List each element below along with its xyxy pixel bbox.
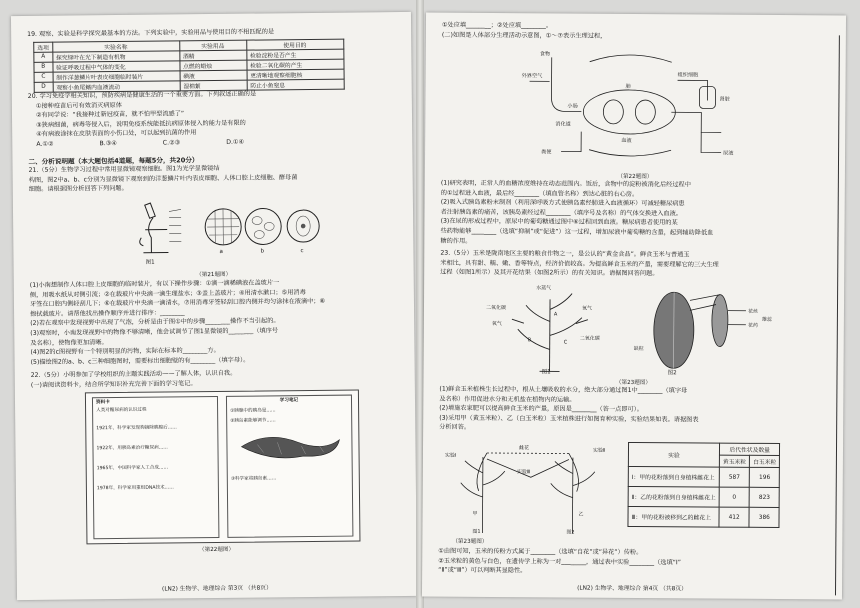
fig2-label-stamen: 雄蕊 (761, 316, 772, 323)
q21-line: (5)描绘图2的a、b、c三种细胞图时，需要标出细胞壁的有________（填字母）。 (30, 356, 250, 366)
breeding-figure (442, 437, 623, 536)
table-cell: 探究绿叶在光下制造有机物 (52, 50, 179, 61)
table-row (628, 486, 780, 507)
table-cell: 酒精 (179, 50, 246, 61)
fig2-label-silk: 花丝 (747, 308, 758, 315)
q21-line: (3)观察时，小南发现视野中的物像不够清晰，他会试调节了图1显微镜的________（填序号 (30, 327, 279, 337)
option-a: A.①② (36, 140, 54, 148)
option-c: C.②③ (162, 139, 181, 147)
diagram-label-feces: 粪便 (541, 149, 552, 156)
q21-line: 牙签在口腔内侧轻刮几下；⑥在载玻片中央滴一滴清水，⑦用消毒牙签轻刮口腔内侧并均匀涂抹在液滴中；⑧ (29, 298, 326, 309)
q23-stem: 米相比，具有甜、糯、嫩、香等特点，经济价值较高。为提高鲜食玉米的产量，需要理解它的三大生理 (440, 259, 719, 269)
card-line: 1978年，科学家用重组DNA技术…… (96, 485, 174, 492)
q23-line: (2)增施农家肥可以提高鲜食玉米的产量，原因是________（答一点即可）。 (439, 404, 643, 414)
resource-card (92, 396, 219, 539)
exp-label-yi: 乙 (578, 511, 584, 518)
corn-plant-figure (484, 279, 785, 377)
table-row (628, 506, 780, 527)
table-cell: 防止小鱼窒息 (247, 79, 344, 90)
page-footer: (LN2) 生物学、地理综合 第4页 （共8页） (577, 585, 687, 593)
table-cell: 196 (749, 467, 779, 487)
q22-stem: 22.（5分）小明参加了学校组织的主题实践活动——了解人体，认识自我。 (30, 369, 237, 379)
fig2-label-anther: 花药 (747, 322, 758, 329)
q20-item: ④有病液涂抹在皮肤表面的小伤口处，可以起到抗菌的作用 (36, 129, 197, 139)
table-cell: C (34, 72, 53, 82)
option-d: D.①④ (226, 138, 245, 146)
q21-stem-line: 细胞。请根据图分析回答下列问题。 (28, 185, 128, 194)
question-20 (28, 88, 403, 149)
microscope-figure (123, 196, 324, 260)
q21-line: 擦拭载玻片。请帮他找出操作顺序并进行排序：________ (30, 309, 185, 318)
table-cell: 检验淀粉是否产生 (246, 49, 343, 60)
results-header: 白玉米粒 (750, 455, 780, 467)
question-23 (440, 249, 834, 281)
section-2 (28, 152, 402, 195)
q23-tail-line: ①由图可知，玉米的传粉方式属于________（选填“自花”或“异花”）传粉。 (438, 547, 643, 557)
fig-label-a: a (219, 248, 223, 255)
q21-line: 侧，用吸水纸从对侧引流；②在载玻片中央滴一滴生理盐水；③盖上盖玻片；④用清水漱口；⑤用消毒 (29, 288, 306, 299)
q21-caption: （第21题图） (196, 271, 232, 279)
table-cell: 823 (749, 487, 779, 507)
q21-line: (4)图2的c图视野有一个特别明显的污物，实际在标本的________方。 (30, 347, 220, 357)
card-line: 1922年，用胰岛素治疗糖尿病…… (96, 445, 168, 452)
q21-stem-line: 21.（5分）生物学习过程中常用显微镜观察细胞。图1为光学显微镜结 (28, 164, 220, 174)
option-b: B.③④ (99, 139, 117, 148)
fig1-label-vapor: 水蒸气 (536, 285, 552, 292)
diagram-label-urine: 尿液 (723, 150, 734, 157)
exp-tag-1: 图1 (472, 528, 481, 535)
page-footer: (LN2) 生物学、地理综合 第3页 （共8页） (162, 585, 272, 593)
diagram-label-lung: 肺 (625, 83, 631, 90)
notes-line: ②胰岛素能够调节…… (230, 418, 276, 424)
q19-header: 实验名称 (52, 40, 179, 51)
card-line: 1921年，科学家发现狗摘除胰腺后…… (96, 425, 177, 432)
q19-header: 选项 (34, 42, 53, 52)
q22b-line: 者注射胰岛素的痛苦，该胰岛素经过程________（填序号及名称）的气体交换进入血液。 (440, 208, 682, 218)
q22b-line: 些药物能够________（选填“抑制”或“促进”）这一过程，增加尿液中葡萄糖的含量，起到辅助降低血 (440, 227, 714, 237)
table-cell: 观察小鱼尾鳍内血液流动 (53, 80, 180, 91)
q22b-line: 的①过程进入血液，最后经________（填血管名称）到达心脏的右心房。 (440, 189, 639, 198)
q23-line: 分析回答。 (439, 424, 471, 432)
q22b-line: (2)吸入式胰岛素粉末制剂（利用深呼吸方式使胰岛素经肺进入血液循环）可减轻糖尿病患 (440, 198, 685, 208)
q19-stem: 19. 观察、实验是科学探究最基本的方法。下列实验中，实验用品与使用目的不相匹配的是 (27, 28, 275, 38)
table-cell: Ⅰ：甲的花粉落到自身植株雌花上 (628, 466, 719, 487)
fig1-label-b: B (527, 337, 532, 344)
q23-tail (438, 547, 832, 579)
q22b-line: (3)在尿的形成过程中，原尿中的葡萄糖通过图中⑥过程回到血液。糖尿病患者使用的某 (440, 218, 678, 227)
fig-tag-2: 图2 (667, 370, 677, 377)
fig-tag-1: 图1 (541, 369, 551, 376)
table-cell: 点燃的蜡烛 (180, 60, 247, 71)
q22-part2-body (440, 179, 834, 249)
q21-stem-line: 构图，图2中a、b、c分别为显微镜下观察到的洋葱鳞片叶内表皮细胞、人体口腔上皮细胞、酵母菌 (28, 173, 298, 184)
card-title: 资料卡 (95, 400, 110, 406)
fig1-label-c: C (563, 339, 568, 346)
notes-line: ①胰腺中的胰岛是…… (230, 408, 276, 414)
q23-line: (1)鲜食玉米植株生长过程中，根从土壤吸收的水分，绝大部分通过图1中________（填字母 (439, 385, 688, 395)
results-header: 实验 (628, 442, 719, 467)
exp-label-2: 实验Ⅱ (592, 447, 606, 454)
pancreas-illustration (227, 426, 351, 467)
diagram-label-tract: 消化道 (555, 121, 571, 128)
q20-item: ②有同学说：“我接种过新冠疫苗，就不怕甲型流感了” (35, 110, 185, 120)
q22-caption: （第22题图） (198, 546, 235, 554)
q20-item: ①接种疫苗后可有效消灭病原体 (35, 101, 122, 110)
q22b-line: 糖的作用。 (440, 237, 472, 245)
fig-label-c: c (300, 248, 304, 255)
q22-continued (442, 21, 836, 43)
results-header: 黄玉米粒 (719, 455, 749, 467)
q21-figure (123, 196, 324, 270)
section-heading: 二、分析说明题（本大题包括4道题，每题5分，共20分） (28, 156, 199, 166)
fig-label-b: b (260, 248, 265, 255)
table-row (628, 466, 780, 487)
exp-label-1: 实验Ⅰ (444, 452, 457, 459)
circulation-diagram (521, 41, 752, 171)
q19-header: 实验用品 (179, 40, 246, 51)
diagram-label-tissue: 组织细胞 (677, 72, 699, 79)
question-22 (31, 367, 405, 390)
diagram-label-food: 食物 (539, 51, 551, 58)
fig1-label-co2b: 二氧化碳 (579, 335, 600, 342)
diagram-label-kidney: 肾脏 (719, 96, 730, 103)
fig1-label-a: A (553, 311, 558, 318)
q20-item: ③狭病细菌，病毒等侵入后，说明免疫系统能抵抗病原体侵入的能力是有限的 (36, 119, 246, 129)
q22-stem: (一)请阅读资料卡，结合所学知识补充完善下面的学习笔记。 (30, 379, 197, 389)
table-cell: 湿棉絮 (180, 80, 247, 91)
exp-label-jia: 甲 (472, 510, 478, 517)
q23-caption-2: （第23题图） (452, 538, 488, 545)
table-cell: 386 (749, 507, 779, 527)
diagram-label-air: 外界空气 (521, 73, 543, 80)
q23-line: (3)采用甲（黄玉米粒）、乙（白玉米粒）玉米植株进行如图育种实验，实验结果如表。请据图表 (439, 414, 699, 424)
card-line: 1965年，中国科学家人工合成…… (96, 465, 169, 472)
table-cell: 制作洋葱鳞片叶表皮细胞临时装片 (53, 70, 180, 81)
study-notes (226, 395, 353, 538)
q23-figure (484, 279, 785, 377)
q19-table (33, 38, 344, 92)
results-table (627, 442, 780, 528)
diagram-label-blood: 血液 (621, 137, 632, 144)
table-cell: 验证呼吸过程中气体的变化 (53, 60, 180, 71)
exp-tag-2: 图2 (566, 529, 575, 536)
q23-tail-line: ②玉米粒的黄色与白色，在遗传学上称为一对________，通过表中实验________（选填“Ⅰ” (438, 557, 681, 566)
fig2-label-missing: 缺粒 (633, 345, 644, 353)
results-header: 后代性状及数量 (719, 443, 779, 455)
table-cell: Ⅱ：乙的花粉落到自身植株雌花上 (628, 486, 719, 507)
fig-label-1: 图1 (145, 259, 155, 266)
q23-tail-line: “Ⅱ”或“Ⅲ”）可以判断其显隐性。 (438, 566, 527, 575)
exp-label-female: 雌花 (518, 445, 530, 452)
notes-title: 学习笔记 (279, 398, 299, 404)
table-cell: 0 (719, 487, 749, 507)
breeding-diagram (442, 437, 623, 536)
notes-line: ③科学家将胰岛素…… (230, 476, 277, 482)
q23-body (439, 385, 833, 436)
table-cell: Ⅲ：甲的花粉被移到乙的雌花上 (628, 506, 719, 527)
table-cell: 碘液 (180, 70, 247, 81)
table-cell: 更清晰地观察细胞核 (247, 69, 344, 80)
q21-line: (1)小南想制作人体口腔上皮细胞的临时装片，有以下操作步骤：①滴一滴稀碘液在盖玻片一 (29, 279, 280, 289)
diagram-caption: （第22题图） (617, 173, 653, 181)
q23-stem: 过程（如图1所示）及其开花结果（如图2所示）的有关知识。请据图回答问题。 (440, 268, 659, 278)
q22b-line: (1)研究表明，正常人的血糖浓度维持在动态范围内。饭后，食物中的淀粉被消化后经过程中 (440, 179, 691, 189)
table-cell: B (34, 62, 53, 72)
q21-line: (2)若在观察中发现视野中出现了气泡，分析是由于图①中的步骤________操作不当引起的。 (30, 317, 280, 328)
q21-line: 及名称），使物像更加清晰。 (30, 338, 108, 347)
fig1-label-o2b: 氧气 (581, 305, 593, 312)
q23-stem: 23.（5分）玉米是陇南地区主要的粮食作物之一，是公认的“黄金食品”。鲜食玉米与普通玉 (440, 249, 690, 259)
q19-header: 使用目的 (246, 39, 343, 50)
table-cell: 587 (719, 467, 749, 487)
physiology-diagram (521, 41, 752, 171)
q22-answer-line: ①处应填________；②处应填________。 (441, 21, 553, 30)
question-19 (27, 26, 402, 93)
table-cell: D (34, 82, 53, 92)
page-3 (11, 12, 417, 600)
q20-stem: 20. 学习免疫学相关知识，预防疾病是健康生活的一个重要方面。下列叙述正确的是 (27, 90, 257, 100)
fig1-label-co2: 二氧化碳 (485, 304, 507, 312)
page-4 (422, 13, 846, 600)
q23-line: 及名称）作用促进水分和无机盐在植物内的运输。 (439, 395, 576, 404)
q21-body (30, 277, 405, 367)
exp-label-3: 实验Ⅲ (516, 469, 531, 476)
fig1-label-o2: 氧气 (491, 321, 502, 328)
q23-caption-1: （第23题图） (615, 379, 652, 387)
q22-part2-stem: (二)如图是人体部分生理活动示意图，①～⑦表示生理过程， (441, 31, 607, 40)
table-cell: 检验二氧化碳的产生 (247, 59, 344, 70)
diagram-label-intestine: 小肠 (567, 103, 578, 110)
margin-line (835, 35, 840, 595)
table-cell: 412 (719, 507, 749, 527)
q22-figure (85, 389, 361, 544)
table-cell: A (34, 52, 53, 62)
card-line: 人类对糖尿病的认识过程 (96, 407, 147, 414)
